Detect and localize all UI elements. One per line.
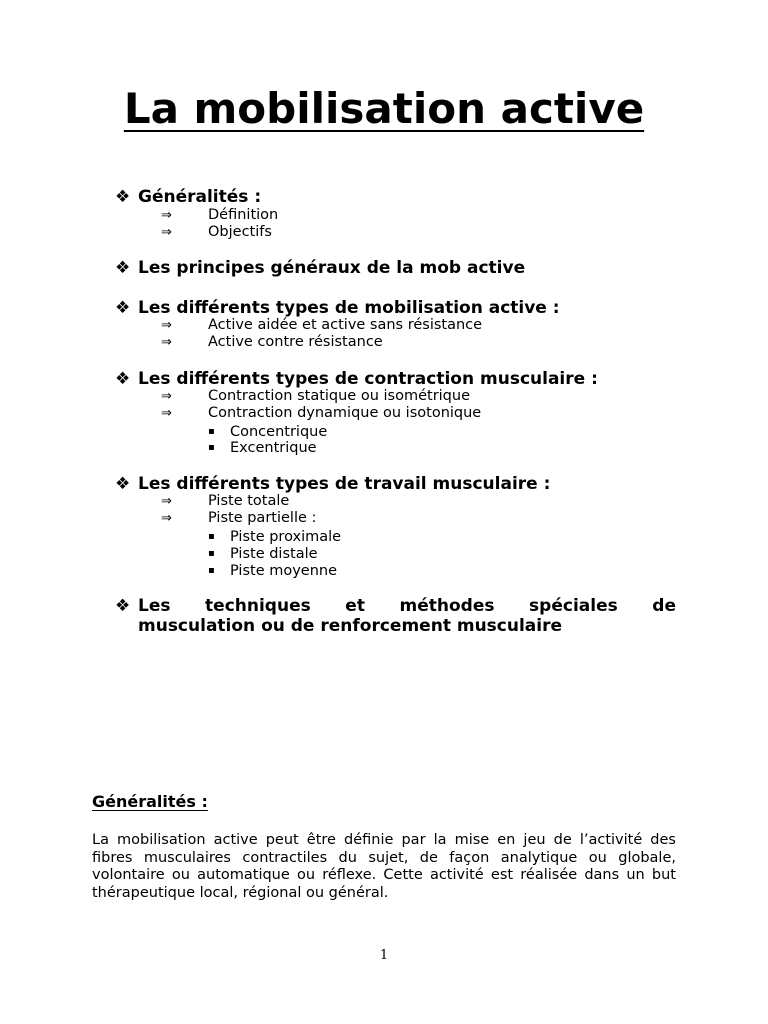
generalites-paragraph: La mobilisation active peut être définie par la mise en jeu de l’activité des fibres musculaires contractiles du sujet, de façon analytique ou globale, volontaire ou automatique ou réflexe. Cette activité est réalisée dans un but thérapeutique local, régional ou général. [92,832,676,901]
arrow-icon: ⇒ [161,494,172,509]
outline-item [161,207,278,224]
section-heading: Les principes généraux de la mob active [138,258,526,278]
outline-subitem [208,562,337,580]
item-label: Active aidée et active sans résistance [208,317,483,333]
outline-item [161,493,289,510]
subitem-label: Excentrique [230,440,317,456]
item-label: Piste totale [208,493,290,509]
arrow-icon: ⇒ [161,389,172,404]
section-heading: Les différents types de contraction musculaire : [138,369,598,389]
subitem-label: Piste distale [230,546,318,562]
outline-section-principes [115,258,676,278]
subitem-label: Piste proximale [230,529,342,545]
arrow-icon: ⇒ [161,335,172,350]
outline-section-types-contraction [115,369,676,389]
square-bullet-icon: ▪ [208,548,215,559]
diamond-bullet-icon: ❖ [115,596,131,616]
section-heading: Les différents types de mobilisation active : [138,298,560,318]
outline-subitem [208,439,317,457]
arrow-icon: ⇒ [161,208,172,223]
outline-section-types-travail [115,474,676,494]
section-heading: Généralités : [138,187,262,207]
square-bullet-icon: ▪ [208,531,215,542]
diamond-bullet-icon: ❖ [115,369,131,389]
arrow-icon: ⇒ [161,225,172,240]
arrow-icon: ⇒ [161,511,172,526]
diamond-bullet-icon: ❖ [115,298,131,318]
document-title: La mobilisation active [123,84,645,133]
item-label: Objectifs [208,224,272,240]
diamond-bullet-icon: ❖ [115,474,131,494]
outline-subitem [208,545,318,563]
outline-subitem [208,528,341,546]
arrow-icon: ⇒ [161,318,172,333]
outline-section-techniques [115,596,676,636]
item-label: Contraction dynamique ou isotonique [208,405,482,421]
outline-item [161,405,481,422]
item-label: Définition [208,207,279,223]
diamond-bullet-icon: ❖ [115,258,131,278]
outline-section-generalites [115,187,676,207]
item-label: Active contre résistance [208,334,383,350]
page-number: 1 [379,948,389,963]
outline-item [161,510,316,527]
section-heading-generalites: Généralités : [92,792,208,811]
square-bullet-icon: ▪ [208,426,215,437]
subitem-label: Piste moyenne [230,563,338,579]
diamond-bullet-icon: ❖ [115,187,131,207]
outline-section-types-mobilisation [115,298,676,318]
section-heading-line2: musculation ou de renforcement musculaire [138,616,563,636]
section-heading-line1: Les techniques et méthodes spéciales de [138,596,676,616]
item-label: Contraction statique ou isométrique [208,388,470,404]
square-bullet-icon: ▪ [208,565,215,576]
arrow-icon: ⇒ [161,406,172,421]
square-bullet-icon: ▪ [208,442,215,453]
outline-item [161,388,470,405]
section-heading: Les différents types de travail musculaire : [138,474,551,494]
item-label: Piste partielle : [208,510,317,526]
subitem-label: Concentrique [230,424,328,440]
outline-item [161,224,272,241]
outline-item [161,334,383,351]
outline-item [161,317,482,334]
